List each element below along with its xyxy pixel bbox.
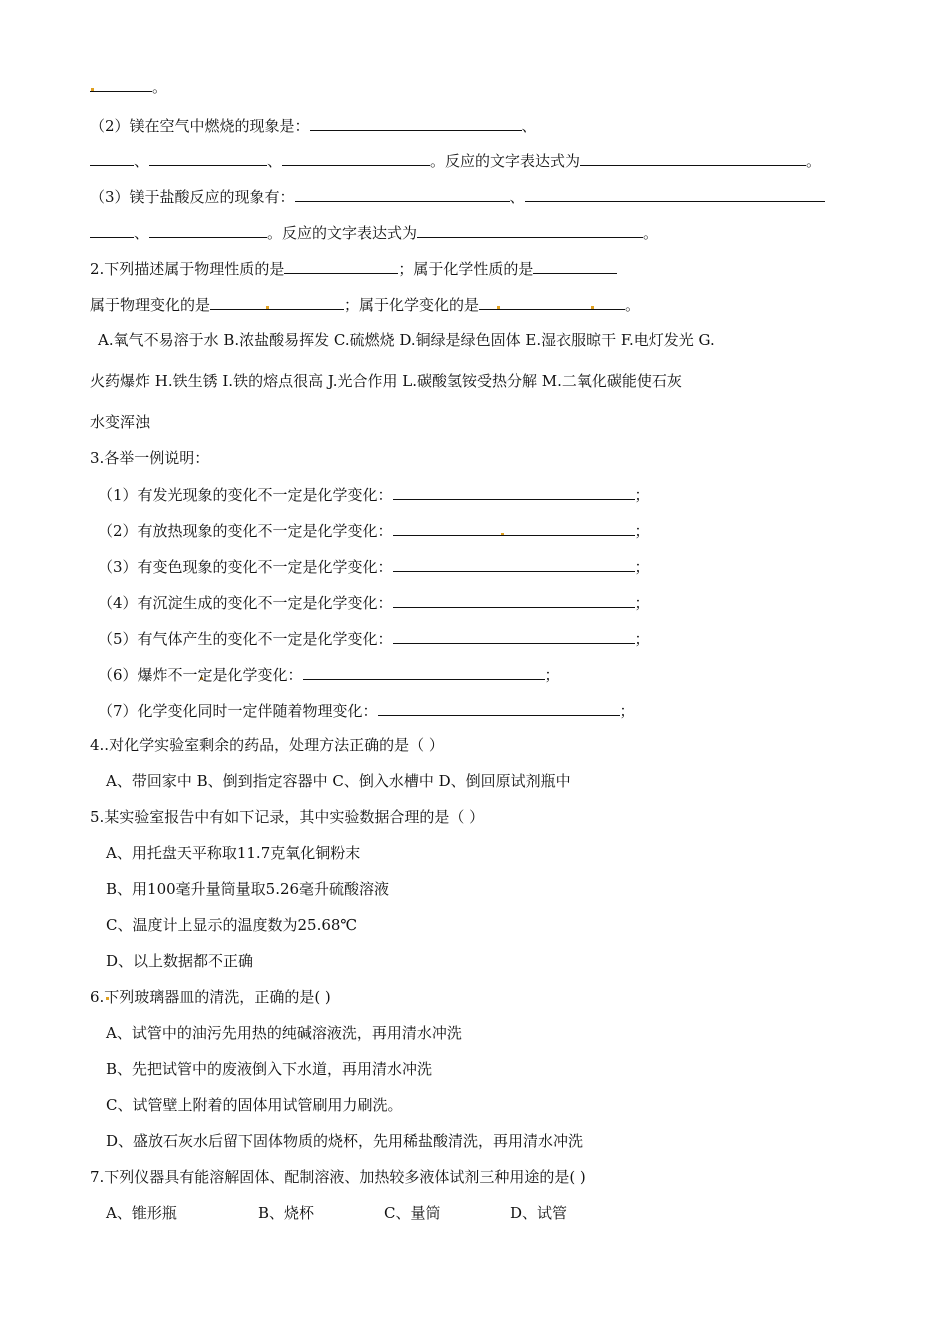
q6-option[interactable]: D、盛放石灰水后留下固体物质的烧杯，先用稀盐酸清洗，再用清水冲洗 [106, 1132, 584, 1150]
q1-sub3: （3）镁于盐酸反应的现象有： 、 [90, 186, 825, 207]
q7-stem: 7.下列仪器具有能溶解固体、配制溶液、加热较多液体试剂三种用途的是( ) [90, 1168, 586, 1186]
q5-stem: 5.某实验室报告中有如下记录，其中实验数据合理的是（ ） [90, 808, 485, 826]
answer-blank[interactable] [393, 484, 635, 500]
answer-blank[interactable] [90, 150, 134, 166]
answer-blank[interactable] [393, 628, 635, 644]
q1-sub2-label: （2）镁在空气中燃烧的现象是： [90, 117, 310, 135]
q5-option[interactable]: B、用100毫升量筒量取5.26毫升硫酸溶液 [106, 880, 390, 898]
q5-option[interactable]: A、用托盘天平称取11.7克氧化铜粉末 [106, 844, 361, 862]
q3-item: （1）有发光现象的变化不一定是化学变化： ； [98, 486, 650, 504]
q3-item: （5）有气体产生的变化不一定是化学变化： ； [98, 630, 650, 648]
answer-blank[interactable] [310, 115, 522, 131]
q4-stem: 4..对化学实验室剩余的药品，处理方法正确的是（ ） [90, 736, 444, 754]
answer-blank[interactable] [417, 222, 643, 238]
answer-blank[interactable] [149, 150, 267, 166]
q3-item: （2）有放热现象的变化不一定是化学变化： ； [98, 522, 650, 540]
answer-blank[interactable] [393, 556, 635, 572]
q6-option[interactable]: A、试管中的油污先用热的纯碱溶液洗，再用清水冲洗 [106, 1024, 462, 1042]
answer-blank[interactable] [90, 222, 134, 238]
q3-item: （4）有沉淀生成的变化不一定是化学变化： ； [98, 594, 650, 612]
q2-options-line3: 水变浑浊 [90, 413, 151, 431]
q4-options[interactable]: A、带回家中 B、倒到指定容器中 C、倒入水槽中 D、倒回原试剂瓶中 [106, 772, 571, 790]
q3-item: （7）化学变化同时一定伴随着物理变化： ； [98, 702, 635, 720]
q3-item: （6）爆炸不一定是化学变化： ； [98, 666, 560, 684]
q5-option[interactable]: D、以上数据都不正确 [106, 952, 254, 970]
q7-option[interactable]: D、试管 [510, 1204, 568, 1222]
q2-stem-line1: 2.下列描述属于物理性质的是 ；属于化学性质的是 [90, 258, 617, 279]
q7-option[interactable]: B、烧杯 [258, 1204, 315, 1222]
q6-stem: 6.下列玻璃器皿的清洗，正确的是( ) [90, 988, 331, 1006]
q1-sub2: （2）镁在空气中燃烧的现象是： 、 [90, 117, 537, 135]
answer-blank[interactable] [282, 150, 430, 166]
answer-blank[interactable] [479, 294, 625, 310]
answer-blank[interactable] [580, 150, 806, 166]
answer-blank[interactable] [295, 186, 510, 202]
answer-blank[interactable] [525, 186, 825, 202]
q1-sub2-line2: 、 、 。反应的文字表达式为 。 [90, 150, 821, 171]
q1-sub3-line2: 、 。反应的文字表达式为 。 [90, 222, 658, 243]
answer-blank[interactable] [149, 222, 267, 238]
answer-blank[interactable] [393, 520, 635, 536]
answer-blank[interactable] [90, 76, 152, 92]
q5-option[interactable]: C、温度计上显示的温度数为25.68℃ [106, 916, 358, 934]
q3-item: （3）有变色现象的变化不一定是化学变化： ； [98, 558, 650, 576]
answer-blank[interactable] [284, 258, 398, 274]
q7-option[interactable]: C、量筒 [384, 1204, 441, 1222]
answer-blank[interactable] [533, 258, 617, 274]
q2-options-line1: A.氧气不易溶于水 B.浓盐酸易挥发 C.硫燃烧 D.铜绿是绿色固体 E.湿衣服晾干 F.电灯发光 G. [98, 331, 715, 349]
q1-line0: 。 [90, 76, 167, 97]
q2-stem-line2: 属于物理变化的是 ；属于化学变化的是 。 [90, 296, 641, 314]
answer-blank[interactable] [210, 294, 344, 310]
q3-stem: 3.各举一例说明： [90, 449, 210, 467]
q6-option[interactable]: B、先把试管中的废液倒入下水道，再用清水冲洗 [106, 1060, 433, 1078]
q7-option[interactable]: A、锥形瓶 [106, 1204, 177, 1222]
answer-blank[interactable] [378, 700, 620, 716]
q1-sub3-label: （3）镁于盐酸反应的现象有： [90, 188, 295, 206]
q2-options-line2: 火药爆炸 H.铁生锈 I.铁的熔点很高 J.光合作用 L.碳酸氢铵受热分解 M.二氧化碳能使石灰 [90, 372, 682, 390]
answer-blank[interactable] [303, 664, 545, 680]
answer-blank[interactable] [393, 592, 635, 608]
q6-option[interactable]: C、试管壁上附着的固体用试管刷用力刷洗。 [106, 1096, 403, 1114]
